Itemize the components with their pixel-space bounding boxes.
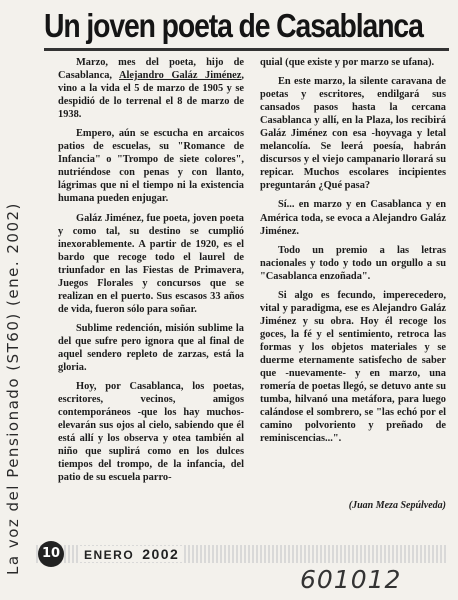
footer-year: 2002: [142, 546, 180, 562]
paragraph-1: [58, 56, 244, 121]
paragraph-8: Todo un premio a las letras nacionales y todo y todo un orgullo a su "Casablanca enzoñada".: [260, 244, 446, 282]
right-column: [260, 56, 446, 451]
paragraph-7: Sí... en marzo y en Casablanca y en América toda, se evoca a Alejandro Galáz Jiménez.: [260, 199, 446, 237]
author-byline: (Juan Meza Sepúlveda): [348, 500, 446, 511]
paragraph-1-end: , vino a la vida el 5 de marzo de 1905 y se despidió de lo terrenal el 8 de marzo de 1938.: [58, 70, 244, 121]
poet-name: Alejandro Galáz Jiménez: [119, 70, 242, 82]
paragraph-5-continued: quial (que existe y por marzo se ufana).: [260, 57, 435, 68]
handwritten-catalog-number: 601012: [300, 565, 402, 594]
paragraph-9: Si algo es fecundo, imperecedero, vital y paradigma, ese es Alejandro Galáz Jiménez y su obra. Hoy él recoge los goces, la fé y el sentimiento, retroca las formas y los objetos materiales y se duerme eternamente satisfecho de saber que -nuevamente- y en marzo, una romería de poetas llegó, se detuvo ante su tumba, hilvanó una metáfora, para luego calándose el sombrero, se "las echó por el camino polvoriento y preñado de reminiscencias...".: [260, 289, 446, 445]
paragraph-5: Hoy, por Casablanca, los poetas, escritores, vecinos, amigos contemporáneos -que los hay muchos- elevarán sus ojos al cielo, sabiendo que él está allí y los observa y otea también al niño que suplirá como en los dulces tiempos del trompo, de la infancia, del patio de su escuela parro-: [58, 381, 244, 484]
page-number: 10: [38, 541, 64, 567]
paragraph-6: En este marzo, la silente caravana de poetas y escritores, endilgará sus cansados pasos hasta la cercana Casablanca y allí, en la Plaza, los recibirá Galáz Jiménez con esa -hoyvaga y letal melancolía. Se leerá poesía, habrán discursos y el viejo campanario llorará su repicar. Muchos escolares incipientes preguntarán ¿Qué pasa?: [260, 76, 446, 192]
paragraph-3: Galáz Jiménez, fue poeta, joven poeta y como tal, su destino se cumplió inexorablemente. A partir de 1920, es el bardo que recoge todo el laurel de triunfador en las Fiestas de Primavera, Juegos Florales y concursos que se realizan en el puerto. Sus escasos 33 años de vida, fueron sólo para soñar.: [58, 212, 244, 315]
paragraph-1-start: Marzo, mes del poeta, hijo de Casablanca,: [58, 57, 244, 82]
footer-month: ENERO: [84, 548, 135, 562]
handwritten-margin-note: La voz del Pensionado (ST60) (ene. 2002): [4, 202, 22, 575]
left-column: [58, 56, 244, 490]
title-rule: [44, 48, 449, 51]
paragraph-4: Sublime redención, misión sublime la del que sufre pero ignora que al final de aquel sendero repleto de zarzas, está la gloria.: [58, 322, 244, 374]
article-title: Un joven poeta de Casablanca: [44, 7, 423, 44]
footer-date: [80, 546, 183, 562]
paragraph-2: Empero, aún se escucha en arcaicos patios de escuelas, su "Romance de Infancia" o "Trompo de siete colores", nutriéndose con penas y con llanto, lágrimas que ni el tiempo ni la existencia humana pueden enjugar.: [58, 128, 244, 205]
